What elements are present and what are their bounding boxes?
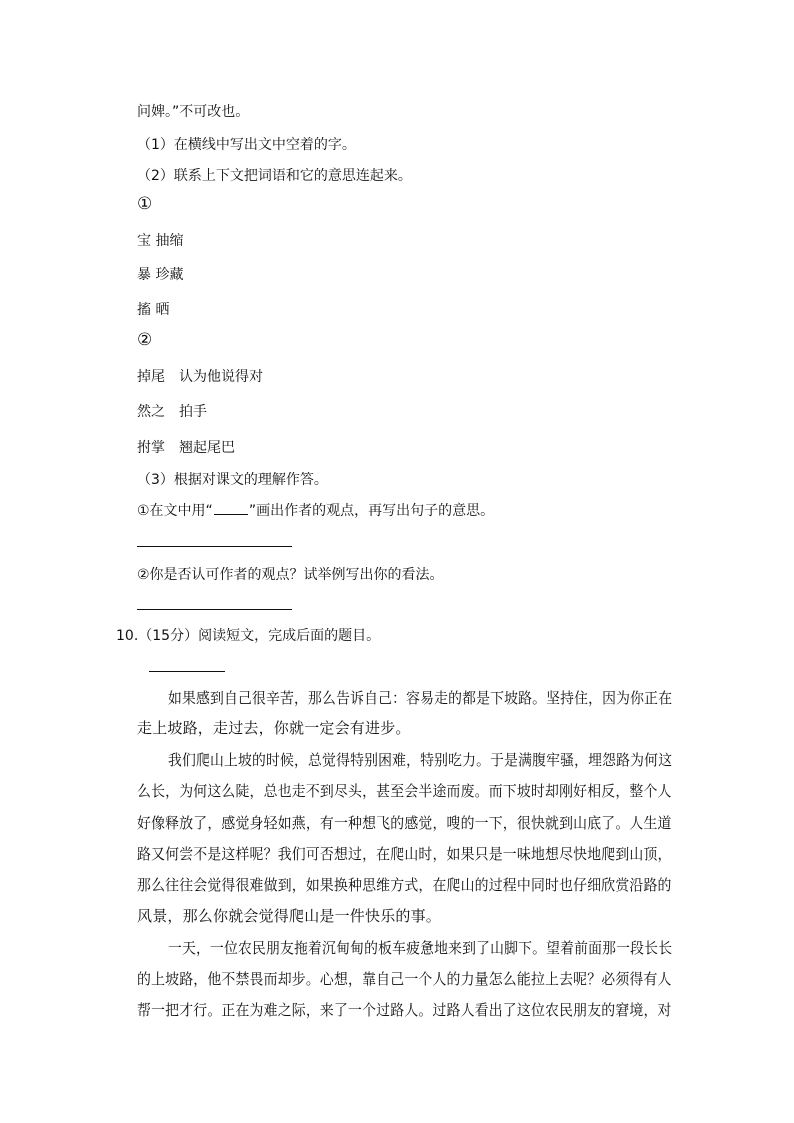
- match-row: 宝 抽缩: [137, 233, 184, 249]
- question-3a: [137, 502, 494, 519]
- passage-line: 一天，一位农民朋友拖着沉甸甸的板车疲惫地来到了山脚下。望着前面那一段长长: [168, 939, 673, 957]
- match-group-1-marker: ①: [137, 194, 153, 214]
- question-part-1: （1）在横线中写出文中空着的字。: [137, 137, 356, 153]
- match-row: 暴 珍藏: [137, 267, 184, 283]
- passage-ending: 问婢。”不可改也。: [137, 104, 250, 120]
- match-row: 然之 拍手: [137, 404, 207, 420]
- passage-line: 我们爬山上坡的时候，总觉得特别困难，特别吃力。于是满腹牢骚，埋怨路为何这: [168, 751, 673, 769]
- passage-line: 如果感到自己很辛苦，那么告诉自己：容易走的都是下坡路。坚持住，因为你正在: [168, 689, 673, 707]
- inline-blank: [214, 502, 248, 515]
- title-blank-line[interactable]: [149, 671, 225, 672]
- passage-line: 好像释放了，感觉身轻如燕，有一种想飞的感觉，嗖的一下，很快就到山底了。人生道: [137, 814, 672, 832]
- passage-line: 帮一把才行。正在为难之际，来了一个过路人。过路人看出了这位农民朋友的窘境，对: [137, 1001, 672, 1019]
- passage-line: 那么往往会觉得很难做到，如果换种思维方式，在爬山的过程中同时也仔细欣赏沿路的: [137, 876, 672, 894]
- passage-line: 风景，那么你就会觉得爬山是一件快乐的事。: [137, 907, 442, 925]
- passage-line: 的上坡路，他不禁畏而却步。心想，靠自己一个人的力量怎么能拉上去呢？必须得有人: [137, 970, 672, 988]
- question-3a-suffix: ”画出作者的观点，再写出句子的意思。: [248, 503, 495, 519]
- match-row: 搐 晒: [137, 302, 170, 318]
- passage-line: 走上坡路，走过去，你就一定会有进步。: [137, 719, 411, 737]
- match-row: 拊掌 翘起尾巴: [137, 440, 235, 456]
- answer-line[interactable]: [137, 609, 292, 610]
- passage-line: 路又何尝不是这样呢？我们可否想过，在爬山时，如果只是一味地想尽快地爬到山顶，: [137, 845, 672, 863]
- question-10-header: 10.（15分）阅读短文，完成后面的题目。: [116, 628, 381, 644]
- question-part-3: （3）根据对课文的理解作答。: [137, 472, 328, 488]
- answer-line[interactable]: [137, 546, 292, 547]
- passage-line: 么长，为何这么陡，总也走不到尽头，甚至会半途而废。而下坡时却刚好相反，整个人: [137, 782, 672, 800]
- match-group-2-marker: ②: [137, 330, 153, 350]
- question-3b: ②你是否认可作者的观点？试举例写出你的看法。: [137, 567, 444, 583]
- match-row: 掉尾 认为他说得对: [137, 369, 263, 385]
- question-part-2: （2）联系上下文把词语和它的意思连起来。: [137, 168, 412, 184]
- question-3a-prefix: ①在文中用“: [137, 503, 213, 519]
